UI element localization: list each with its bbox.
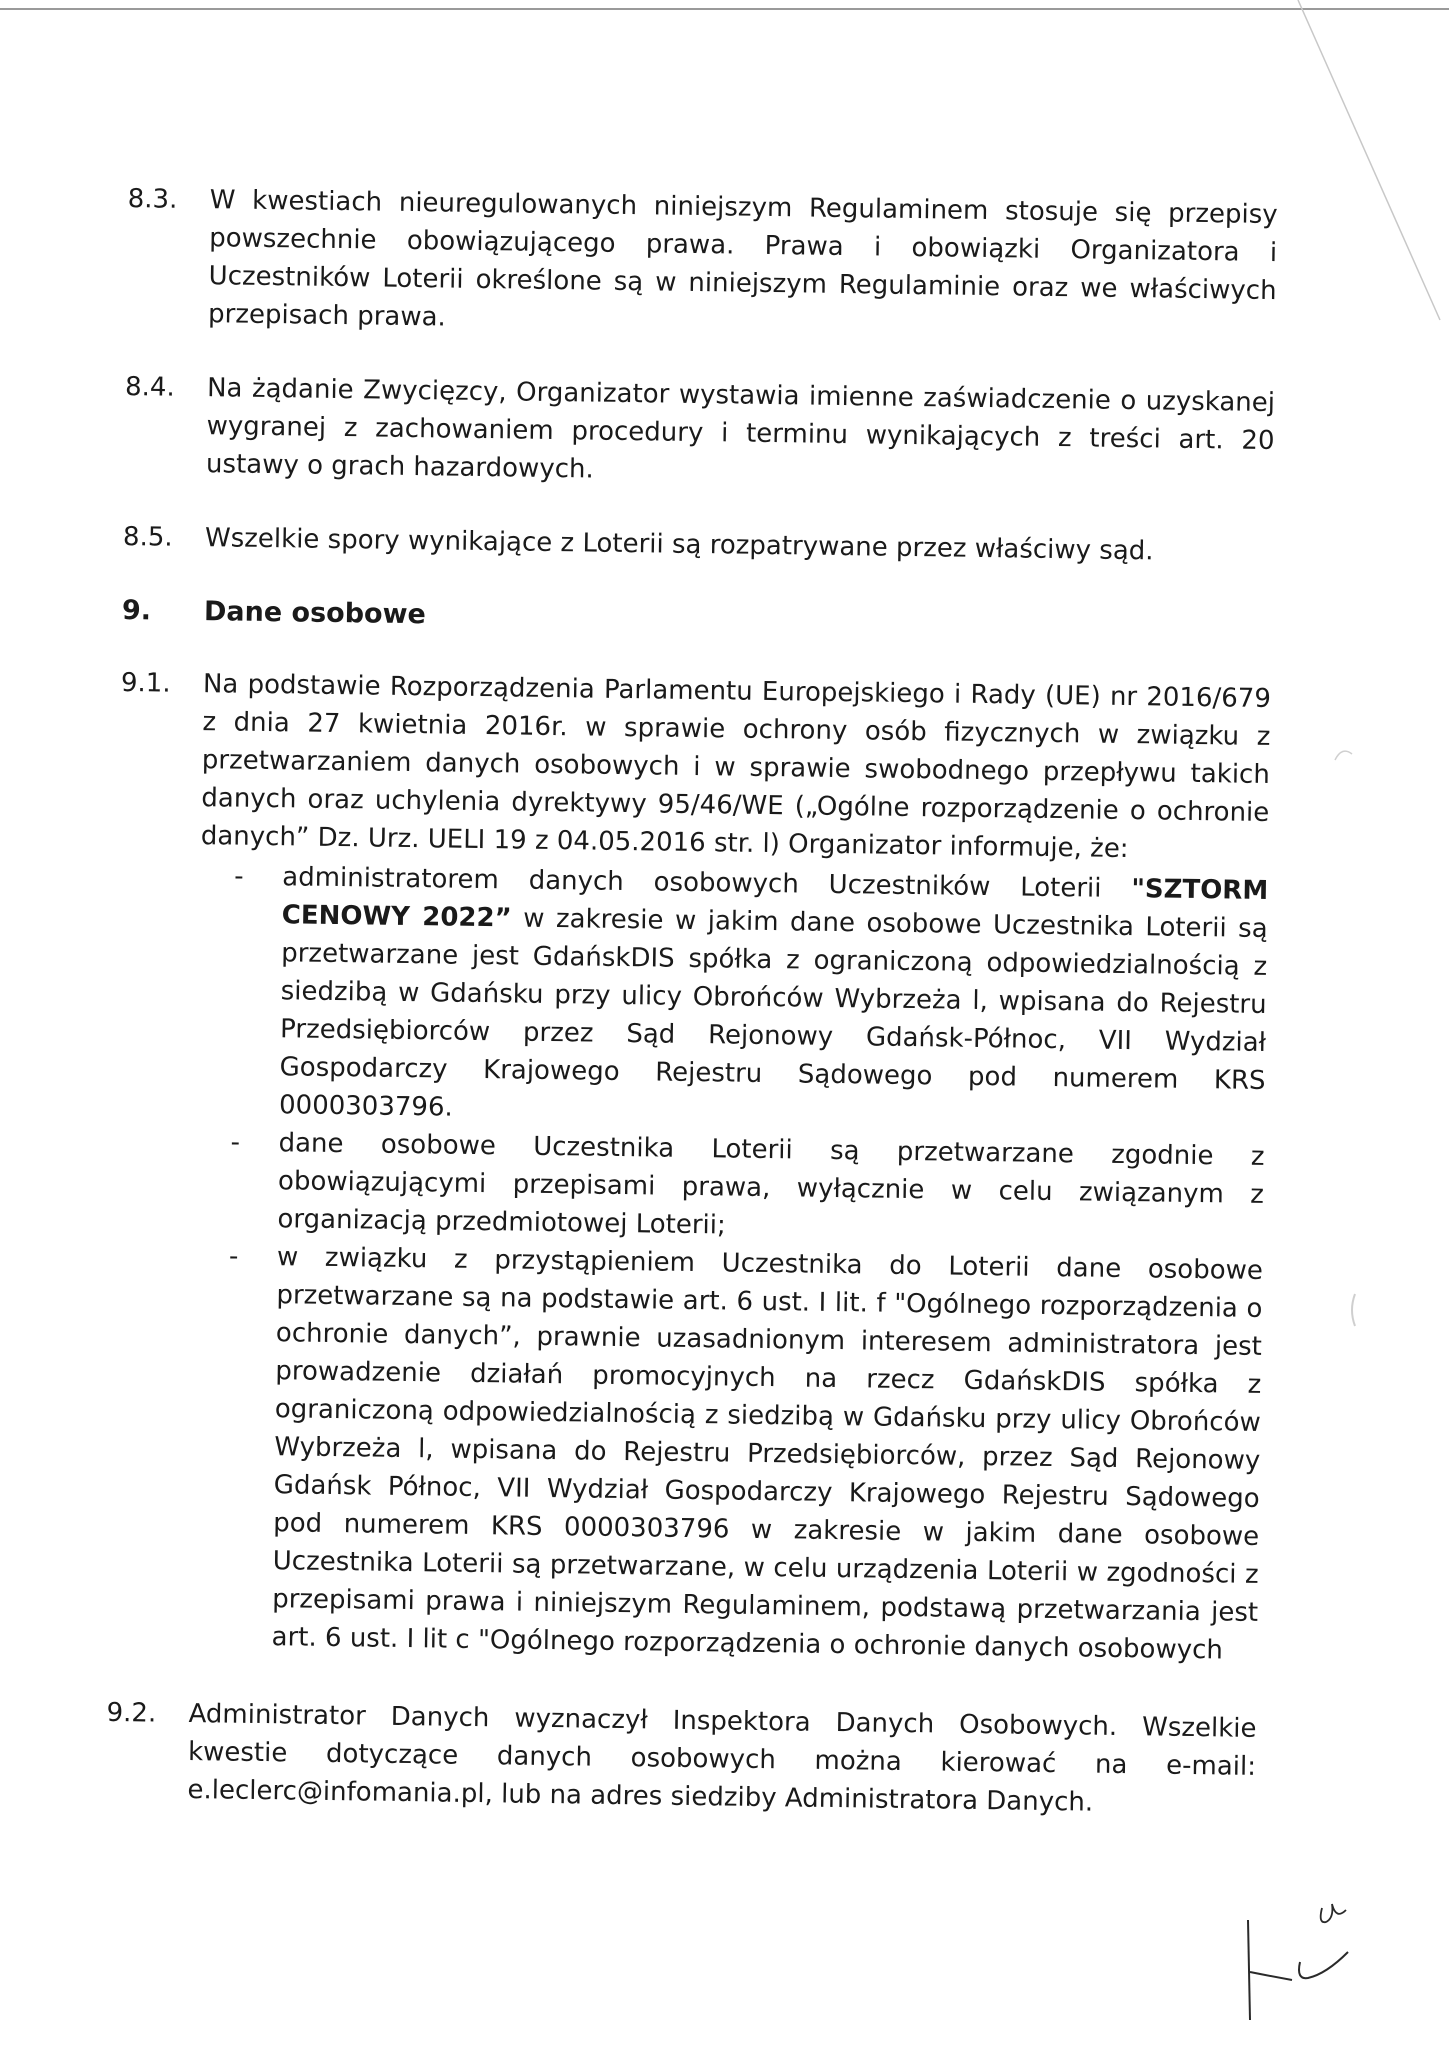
section-number: 8.3. — [127, 183, 178, 215]
list-item — [225, 1123, 1264, 1251]
section-text: Wszelkie spory wynikające z Loterii są rozpatrywane przez właściwy sąd. — [204, 523, 1154, 567]
scan-speck — [1330, 740, 1360, 770]
section-number: 8.5. — [122, 521, 173, 553]
section-8-4 — [124, 368, 1275, 498]
section-number: 8.4. — [124, 371, 175, 403]
section-8-3 — [126, 180, 1278, 348]
bullet-dash: - — [230, 1127, 241, 1158]
section-text: W kwestiach nieuregulowanych niniejszym Regulaminem stosuje się przepisy powszechnie obowiązującego prawa. Prawa i obowiązki Organizatora i Uczestników Loterii określone są w niniejszym Regulaminie oraz we właściwych przepisach prawa. — [207, 185, 1278, 333]
section-number: 9.2. — [106, 1697, 157, 1729]
bullet-dash: - — [234, 861, 244, 892]
heading-title: Dane osobowe — [203, 596, 427, 631]
scan-edge-shadow — [1290, 0, 1449, 330]
section-text: Administrator Danych wyznaczył Inspektora Danych Osobowych. Wszelkie kwestie dotyczące danych osobowych można kierować na e-mail: e.leclerc@infomania.pl, lub na adres siedziby Administratora Danych. — [187, 1698, 1257, 1818]
section-text: Na żądanie Zwycięzcy, Organizator wystawia imienne zaświadczenie o uzyskanej wygranej z zachowaniem procedury i terminu wynikających z treści art. 20 ustawy o grach hazardowych. — [205, 373, 1276, 485]
section-number: 9.1. — [120, 667, 171, 699]
bullet-dash: - — [228, 1241, 239, 1272]
bullet-text: w związku z przystąpieniem Uczestnika do Loterii dane osobowe przetwarzane są na podstawie art. 6 ust. I lit. f "Ogólnego rozporządzenia o ochronie danych”, prawnie uzasadnionym interesem administratora jest prowadzenie działań promocyjnych na rzecz GdańskDIS spółka z ograniczoną odpowiedzialnością z siedzibą w Gdańsku przy ulicy Obrońców Wybrzeża l, wpisana do Rejestru Przedsiębiorców, przez Sąd Rejonowy Gdańsk Północ, VII Wydział Gospodarczy Krajowego Rejestru Sądowego pod numerem KRS 0000303796 w zakresie w jakim dane osobowe Uczestnika Loterii są przetwarzane, w celu urządzenia Loterii w zgodności z przepisami prawa i niniejszym Regulaminem, podstawą przetwarzania jest art. 6 ust. I lit c "Ogólnego rozporządzenia o ochronie danych osobowych — [271, 1242, 1264, 1666]
scan-top-edge — [0, 8, 1449, 10]
section-9-1 — [107, 664, 1271, 1670]
bullet-text: w zakresie w jakim dane osobowe Uczestnika Loterii są przetwarzane jest GdańskDIS spółka z ograniczoną odpowiedzialnością z siedzibą w Gdańsku przy ulicy Obrońców Wybrzeża l, wpisana do Rejestru Przedsiębiorców przez Sąd Rejonowy Gdańsk-Północ, VII Wydział Gospodarczy Krajowego Rejestru Sądowego pod numerem KRS 0000303796. — [278, 903, 1268, 1123]
heading-number: 9. — [121, 594, 152, 627]
lottery-name: "SZTORM CENOWY 2022” — [281, 874, 1269, 934]
section-heading-9 — [122, 592, 1272, 646]
document-body — [105, 180, 1278, 1860]
signature-icon — [1230, 1880, 1380, 2030]
list-item — [219, 1237, 1263, 1669]
section-8-5 — [123, 518, 1273, 572]
list-item — [227, 857, 1269, 1137]
section-9-2 — [105, 1694, 1256, 1824]
bullet-list — [219, 857, 1268, 1669]
bullet-text: administratorem danych osobowych Uczestników Loterii — [282, 862, 1132, 905]
section-intro: Na podstawie Rozporządzenia Parlamentu Europejskiego i Rady (UE) nr 2016/679 z dnia 27 kwietnia 2016r. w sprawie ochrony osób fizycznych w związku z przetwarzaniem danych osobowych i w sprawie swobodnego przepływu takich danych oraz uchylenia dyrektywy 95/46/WE („Ogólne rozporządzenie o ochronie danych” Dz. Urz. UELI 19 z 04.05.2016 str. l) Organizator informuje, że: — [200, 669, 1272, 865]
scan-speck — [1345, 1290, 1365, 1330]
bullet-text: dane osobowe Uczestnika Loterii są przetwarzane zgodnie z obowiązującymi przepisami prawa, wyłącznie w celu związanym z organizacją przedmiotowej Loterii; — [277, 1128, 1265, 1241]
